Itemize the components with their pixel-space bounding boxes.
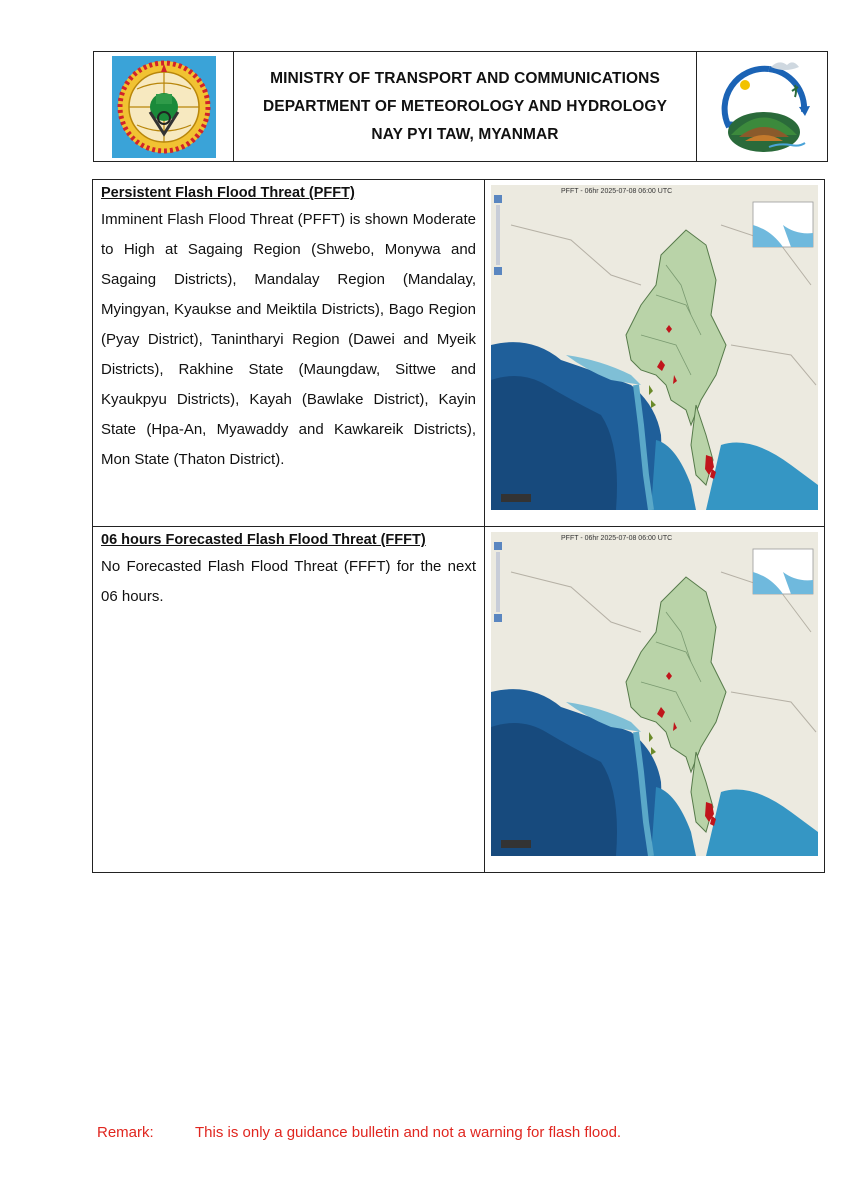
threat-table (92, 179, 825, 873)
ffft-map-caption: PFFT - 06hr 2025-07-08 06:00 UTC (561, 535, 673, 542)
pfft-section-title: Persistent Flash Flood Threat (PFFT) (101, 185, 355, 201)
remark-line (97, 1124, 621, 1141)
ministry-title: MINISTRY OF TRANSPORT AND COMMUNICATIONS (270, 69, 660, 87)
department-title: DEPARTMENT OF METEOROLOGY AND HYDROLOGY (262, 97, 668, 115)
location-title: NAY PYI TAW, MYANMAR (371, 125, 559, 143)
ffft-row (93, 527, 824, 872)
pfft-description: Imminent Flash Flood Threat (PFFT) is shown Moderate to High at Sagaing Region (Shwebo, Monywa and Sagaing Districts), Mandalay Region (Mandalay, Myingyan, Kyaukse and Meiktila Districts), Bago Region (Pyay District), Tanintharyi Region (Dawei and Myeik Districts), Rakhine State (Maungdaw, Sittwe and Kyaukpyu Districts), Kayah (Bawlake District), Kayin State (Hpa-An, Myawaddy and Kawkareik Districts), Mon State (Thaton District). (101, 211, 476, 468)
ministry-emblem-icon (112, 56, 216, 158)
header-right-logo-cell (696, 52, 827, 161)
ffft-text-cell (93, 527, 485, 872)
pfft-text-cell (93, 180, 485, 526)
pfft-threat-map (491, 185, 818, 510)
ffft-map-cell (485, 527, 824, 872)
hydrological-cycle-icon (709, 57, 815, 157)
ffft-description: No Forecasted Flash Flood Threat (FFFT) for the next 06 hours. (101, 558, 476, 605)
ffft-section-title: 06 hours Forecasted Flash Flood Threat (FFFT) (101, 532, 426, 548)
header-title-block (234, 52, 696, 161)
pfft-map-cell (485, 180, 824, 526)
header-left-logo-cell (94, 52, 234, 161)
ffft-threat-map (491, 532, 818, 856)
document-header (93, 51, 828, 162)
pfft-row (93, 180, 824, 527)
remark-text: This is only a guidance bulletin and not a warning for flash flood. (195, 1124, 622, 1141)
pfft-map-caption: PFFT - 06hr 2025-07-08 06:00 UTC (561, 188, 673, 195)
remark-label: Remark: (97, 1124, 154, 1141)
